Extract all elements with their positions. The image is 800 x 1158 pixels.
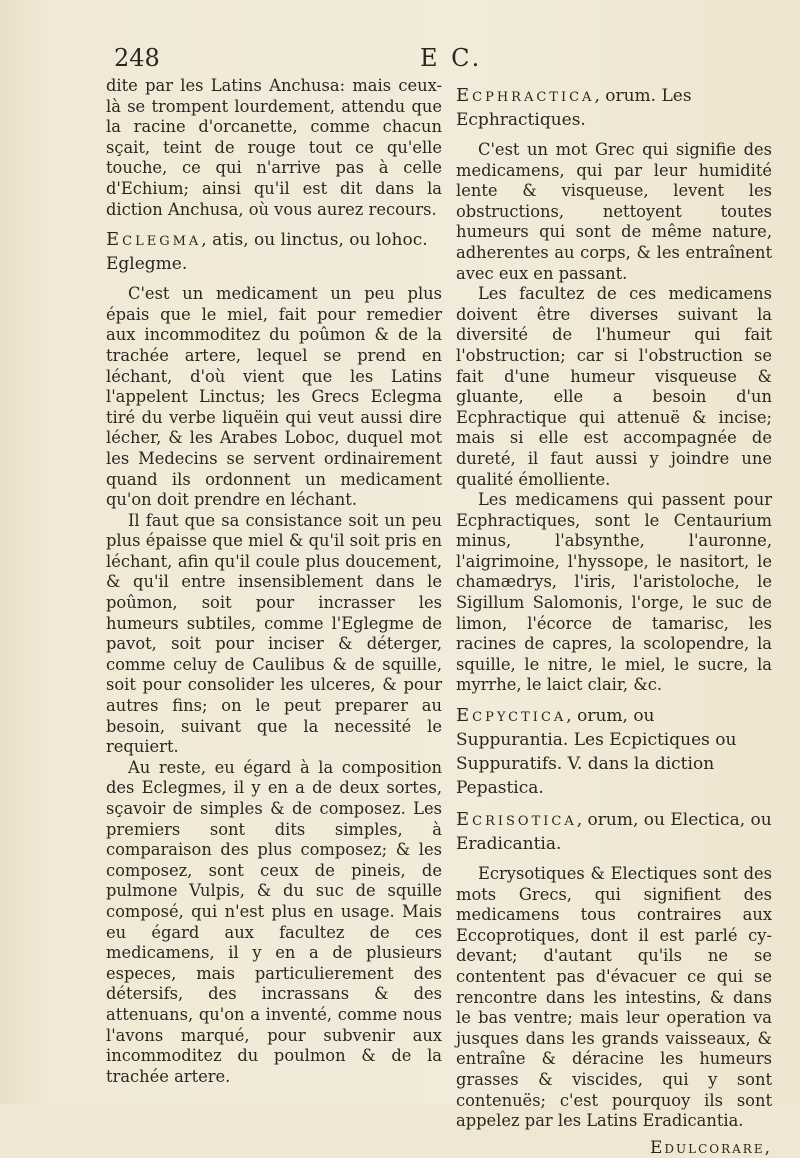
catchword: Edulcorare, xyxy=(649,1137,772,1158)
page-header xyxy=(114,44,760,74)
entry-heading-rest: , orum, ou Electica, ou Eradicantia. xyxy=(456,810,772,855)
entry-heading-rest: , atis, ou linctus, ou lohoc. Eglegme. xyxy=(106,230,428,275)
entry-heading-rest: , orum. Les Ecphractiques. xyxy=(456,86,692,130)
page-number: 248 xyxy=(114,44,160,72)
right-column xyxy=(456,76,772,1158)
entry-headword: Ecpyctica xyxy=(456,705,567,727)
paragraph: Au reste, eu égard à la composition des Eclegmes, il y en a de deux sortes, sçavoir de simples & de composez. Les premiers sont dits simples, à comparaison des plus composez; & les composez, sont ceux de pineis, de pulmone Vulpis, & du suc de squille composé, qui n'est plus en usage. Mais eu égard aux facultez de ces medicamens, il y en a de plusieurs especes, mais particulierement des détersifs, des incrassans & des attenuans, qu'on a inventé, comme nous l'avons marqué, pour subvenir aux incommoditez du poulmon & de la trachée artere. xyxy=(106,757,442,1086)
running-head: E C. xyxy=(420,44,483,72)
paragraph: Les facultez de ces medicamens doivent être diverses suivant la diversité de l'humeur qui fait l'obstruction; car si l'obstruction se fait d'une humeur visqueuse & gluante, elle a besoin d'un Ecphractique qui attenuë & incise; mais si elle est accompagnée de dureté, il faut aussi y joindre une qualité émolliente. xyxy=(456,284,772,489)
entry-heading xyxy=(106,228,442,276)
entry-heading-rest: , orum, ou Suppurantia. Les Ecpictiques ou Suppuratifs. V. dans la diction Pepastica. xyxy=(456,706,737,799)
entry-headword: Ecrisotica xyxy=(456,809,577,831)
entry-heading xyxy=(456,808,772,856)
left-column xyxy=(106,76,442,1087)
paragraph: Ecrysotiques & Electiques sont des mots Grecs, qui signifient des medicamens tous contraires aux Eccoprotiques, dont il est parlé cy-devant; d'autant qu'ils ne se contentent pas d'évacuer ce qui se rencontre dans les intestins, & dans le bas ventre; mais leur operation va jusques dans les grands vaisseaux, & entraîne & déracine les humeurs grasses & viscides, qui y sont contenuës; c'est pourquoy ils sont appelez par les Latins Eradicantia. xyxy=(456,864,772,1131)
entry-headword: Eclegma xyxy=(106,229,202,251)
paragraph: Les medicamens qui passent pour Ecphractiques, sont le Centaurium minus, l'absynthe, l'auronne, l'aigrimoine, l'hyssope, le nasitort, le chamædrys, l'iris, l'aristoloche, le Sigillum Salomonis, l'orge, le suc de limon, l'écorce de tamarisc, les racines de capres, la scolopendre, la squille, le nitre, le miel, le sucre, la myrrhe, le laict clair, &c. xyxy=(456,490,772,695)
paragraph: dite par les Latins Anchusa: mais ceux-là se trompent lourdement, attendu que la racine d'orcanette, comme chacun sçait, teint de rouge tout ce qu'elle touche, ce qui n'arrive pas à celle d'Echium; ainsi qu'il est dit dans la diction Anchusa, où vous aurez recours. xyxy=(106,76,442,219)
paragraph: C'est un mot Grec qui signifie des medicamens, qui par leur humidité lente & visqueuse, levent les obstructions, nettoyent toutes humeurs qui sont de même nature, adherentes au corps, & les entraînent avec eux en passant. xyxy=(456,140,772,283)
entry-heading xyxy=(456,84,772,132)
entry-headword: Ecphractica xyxy=(456,85,595,106)
paragraph: Il faut que sa consistance soit un peu plus épaisse que miel & qu'il soit pris en léchant, afin qu'il coule plus doucement, & qu'il entre insensiblement dans le poûmon, soit pour incrasser les humeurs subtiles, comme l'Eglegme de pavot, soit pour inciser & déterger, comme celuy de Caulibus & de squille, soit pour consolider les ulceres, & pour autres fins; on le peut preparer au besoin, suivant que la necessité le requiert. xyxy=(106,510,442,757)
paragraph: C'est un medicament un peu plus épais que le miel, fait pour remedier aux incommoditez du poûmon & de la trachée artere, lequel se prend en léchant, d'où vient que les Latins l'appelent Linctus; les Grecs Eclegma tiré du verbe liquëin qui veut aussi dire lécher, & les Arabes Loboc, duquel mot les Medecins se servent ordinairement quand ils ordonnent un medicament qu'on doit prendre en léchant. xyxy=(106,284,442,510)
entry-heading xyxy=(456,704,772,800)
